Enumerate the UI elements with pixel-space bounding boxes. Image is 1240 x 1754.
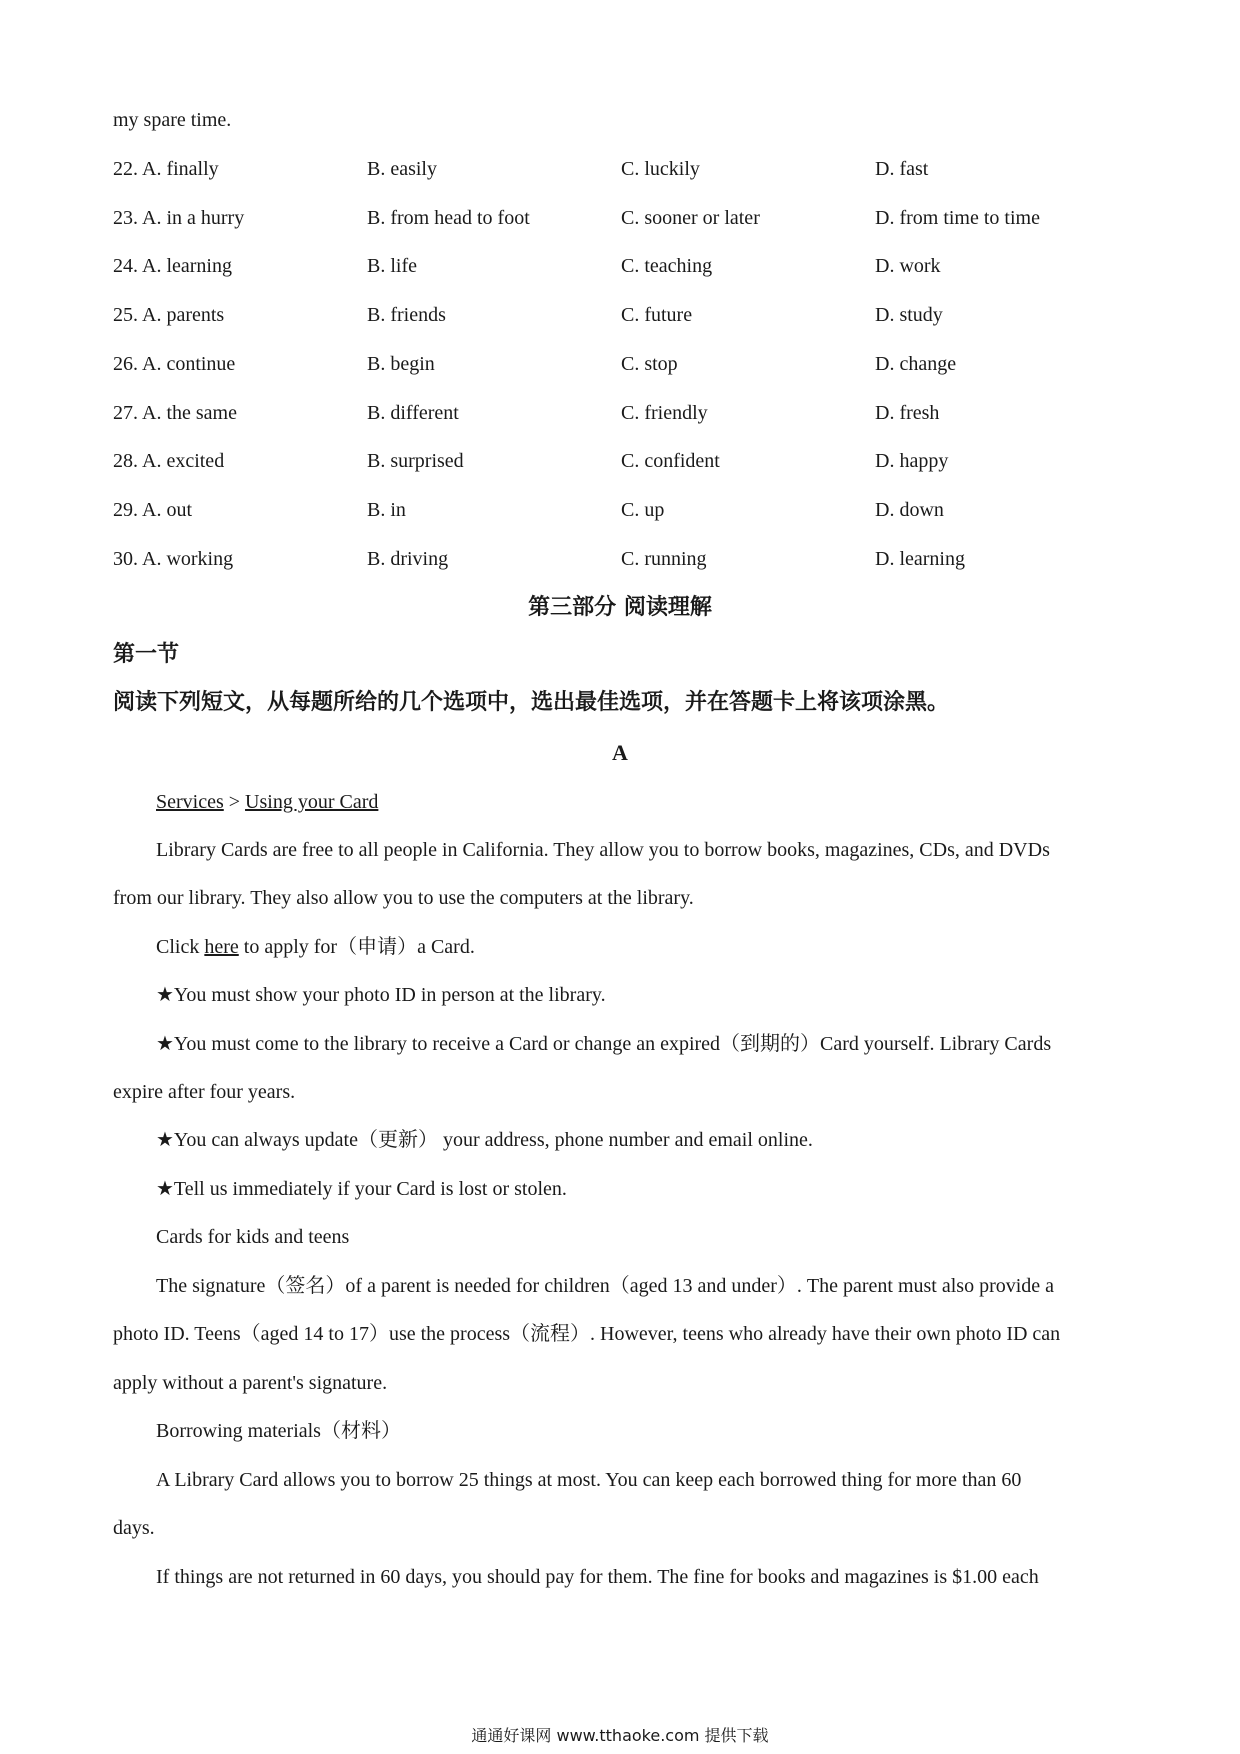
- question-number-option-a: [113, 206, 244, 230]
- option-c: C. confident: [621, 450, 720, 473]
- question-number: 23.: [113, 206, 138, 229]
- paragraph-line: from our library. They also allow you to use the computers at the library.: [113, 887, 694, 909]
- paragraph-line: Library Cards are free to all people in California. They allow you to borrow books, magazines, CDs, and DVDs: [156, 839, 1050, 861]
- apply-text-before: Click: [156, 936, 205, 958]
- option-c: C. sooner or later: [621, 206, 760, 229]
- rule-bullet: ★Tell us immediately if your Card is lost or stolen.: [156, 1178, 567, 1200]
- question-number-option-a: [113, 547, 233, 571]
- option-b: B. easily: [367, 158, 437, 180]
- question-number: 22.: [113, 158, 138, 180]
- option-b: B. surprised: [367, 450, 464, 473]
- option-c: C. luckily: [621, 158, 700, 180]
- breadcrumb-separator: >: [223, 791, 246, 813]
- instruction-text: 阅读下列短文，从每题所给的几个选项中，选出最佳选项，并在答题卡上将该项涂黑。: [113, 690, 950, 715]
- option-a: A. excited: [142, 450, 225, 473]
- page-footer: 通通好课网 www.tthaoke.com 提供下载: [471, 1726, 769, 1745]
- question-row: [113, 157, 1133, 181]
- part-title: 第三部分 阅读理解: [528, 595, 712, 620]
- breadcrumb-services-link[interactable]: Services: [156, 791, 224, 813]
- rule-bullet: ★You must show your photo ID in person at the library.: [156, 984, 606, 1006]
- option-c: C. friendly: [621, 401, 708, 424]
- option-b: B. different: [367, 401, 459, 424]
- question-number: 25.: [113, 304, 138, 327]
- paragraph-line: If things are not returned in 60 days, you should pay for them. The fine for books and magazines is $1.00 each: [156, 1566, 1039, 1588]
- rule-bullet: ★You must come to the library to receive a Card or change an expired（到期的）Card yourself. Library Cards: [156, 1033, 1052, 1055]
- question-row: [113, 547, 1133, 571]
- question-row: [113, 401, 1133, 425]
- option-c: C. running: [621, 547, 707, 570]
- rule-bullet-continued: expire after four years.: [113, 1081, 296, 1103]
- question-number: 30.: [113, 547, 138, 570]
- question-number-option-a: [113, 401, 237, 425]
- question-row: [113, 303, 1133, 327]
- paragraph-line: apply without a parent's signature.: [113, 1372, 388, 1394]
- subheading-borrowing: Borrowing materials（材料）: [156, 1420, 401, 1442]
- question-row: [113, 498, 1133, 522]
- question-number-option-a: [113, 449, 224, 473]
- passage-letter: A: [612, 740, 628, 765]
- option-b: B. driving: [367, 547, 449, 570]
- question-number: 24.: [113, 255, 138, 278]
- passage-text-line: my spare time.: [113, 109, 232, 131]
- option-c: C. up: [621, 498, 665, 521]
- option-d: D. fresh: [875, 401, 940, 424]
- option-a: A. learning: [142, 255, 232, 278]
- paragraph-line: The signature（签名）of a parent is needed for children（aged 13 and under）. The parent must also provide a: [156, 1275, 1055, 1297]
- option-a: A. parents: [142, 304, 225, 327]
- option-d: D. change: [875, 352, 957, 375]
- question-number: 28.: [113, 450, 138, 473]
- breadcrumb: [156, 790, 378, 814]
- option-a: A. the same: [142, 401, 237, 424]
- apply-text-after: to apply for（申请）a Card.: [238, 936, 475, 958]
- apply-here-link[interactable]: here: [204, 936, 239, 958]
- option-b: B. from head to foot: [367, 206, 530, 229]
- apply-instruction: [156, 935, 475, 959]
- option-d: D. study: [875, 304, 943, 327]
- option-d: D. from time to time: [875, 206, 1040, 229]
- option-a: A. in a hurry: [142, 206, 245, 229]
- question-number: 26.: [113, 352, 138, 375]
- paragraph-line: photo ID. Teens（aged 14 to 17）use the process（流程）. However, teens who already have their own photo ID can: [113, 1323, 1061, 1345]
- paragraph-line: days.: [113, 1517, 155, 1539]
- option-c: C. teaching: [621, 255, 713, 278]
- question-number-option-a: [113, 352, 235, 376]
- option-b: B. begin: [367, 352, 435, 375]
- question-row: [113, 449, 1133, 473]
- subheading-kids: Cards for kids and teens: [156, 1226, 350, 1248]
- option-a: A. finally: [142, 158, 219, 180]
- question-row: [113, 352, 1133, 376]
- option-b: B. friends: [367, 304, 446, 327]
- question-row: [113, 206, 1133, 230]
- section-label: 第一节: [113, 642, 180, 667]
- question-number: 29.: [113, 498, 138, 521]
- option-a: A. continue: [142, 352, 236, 375]
- rule-bullet: ★You can always update（更新） your address, phone number and email online.: [156, 1129, 813, 1151]
- paragraph-line: A Library Card allows you to borrow 25 things at most. You can keep each borrowed thing for more than 60: [156, 1469, 1022, 1491]
- option-d: D. happy: [875, 450, 949, 473]
- option-d: D. learning: [875, 547, 965, 570]
- option-c: C. stop: [621, 352, 678, 375]
- question-number-option-a: [113, 498, 192, 522]
- breadcrumb-current-link[interactable]: Using your Card: [245, 791, 379, 813]
- option-a: A. working: [142, 547, 234, 570]
- option-d: D. down: [875, 498, 944, 521]
- question-number-option-a: [113, 254, 232, 278]
- option-a: A. out: [142, 498, 192, 521]
- question-row: [113, 254, 1133, 278]
- option-c: C. future: [621, 304, 693, 327]
- option-d: D. fast: [875, 158, 929, 180]
- question-number-option-a: [113, 157, 219, 181]
- option-d: D. work: [875, 255, 941, 278]
- question-number: 27.: [113, 401, 138, 424]
- option-b: B. in: [367, 498, 406, 521]
- question-number-option-a: [113, 303, 224, 327]
- option-b: B. life: [367, 255, 417, 278]
